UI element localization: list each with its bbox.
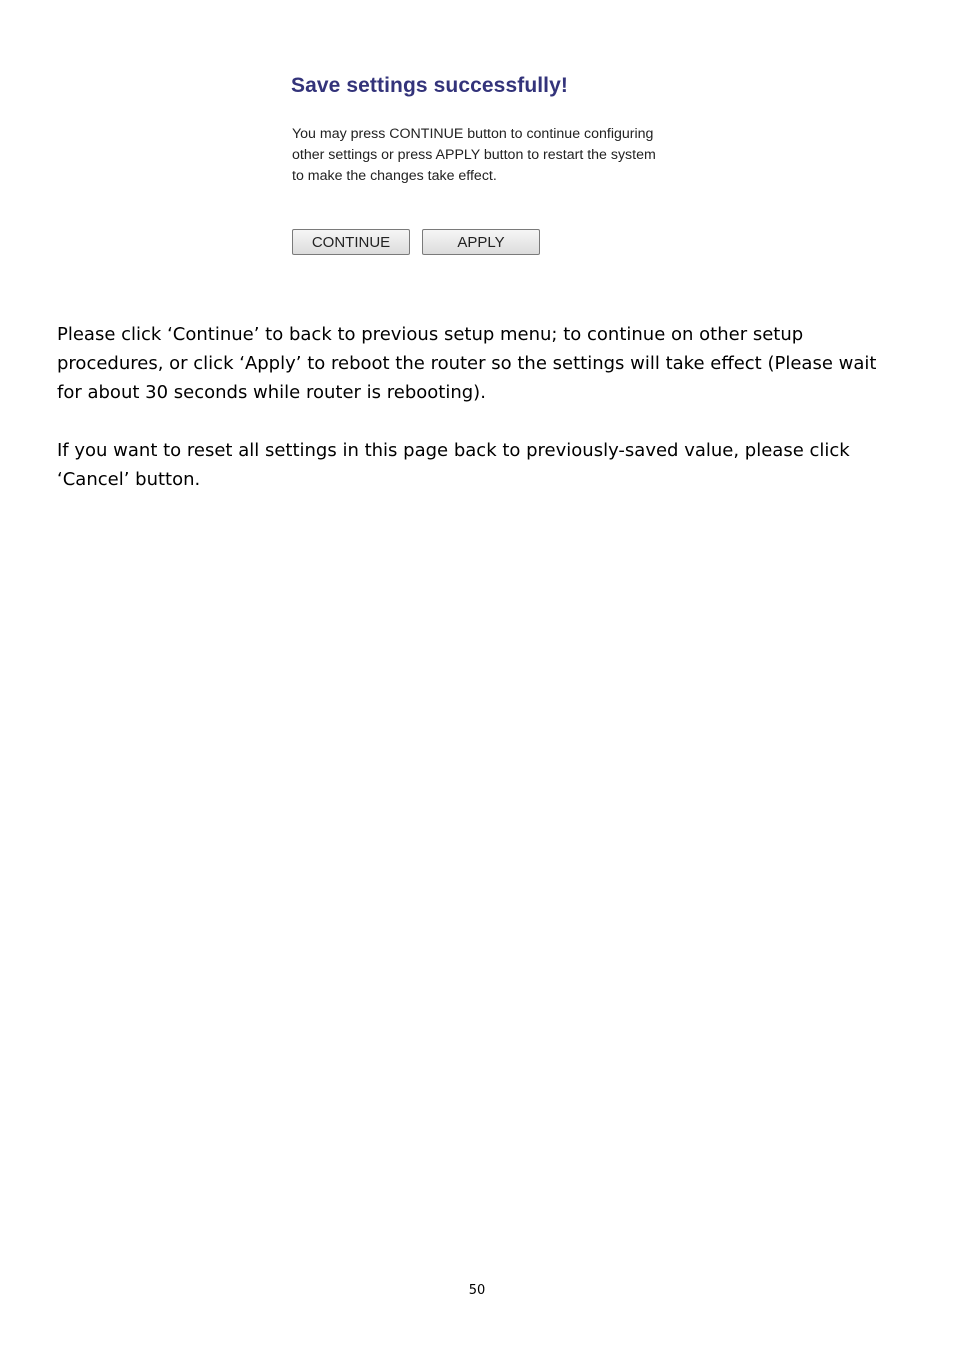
save-success-title: Save settings successfully! — [291, 74, 568, 97]
reset-paragraph: If you want to reset all settings in this page back to previously-saved value, please click ‘Cancel’ button. — [57, 440, 850, 490]
button-row — [292, 229, 540, 255]
apply-button[interactable]: APPLY — [422, 229, 540, 255]
save-success-message: You may press CONTINUE button to continue configuring other settings or press APPLY button to restart the system to make the changes take effect. — [292, 126, 656, 184]
page-number: 50 — [468, 1283, 486, 1298]
embedded-screenshot — [291, 74, 671, 251]
instruction-paragraph: Please click ‘Continue’ to back to previous setup menu; to continue on other setup procedures, or click ‘Apply’ to reboot the router so the settings will take effect (Please wait for about 30 seconds while router is rebooting). — [57, 324, 877, 403]
continue-button[interactable]: CONTINUE — [292, 229, 410, 255]
